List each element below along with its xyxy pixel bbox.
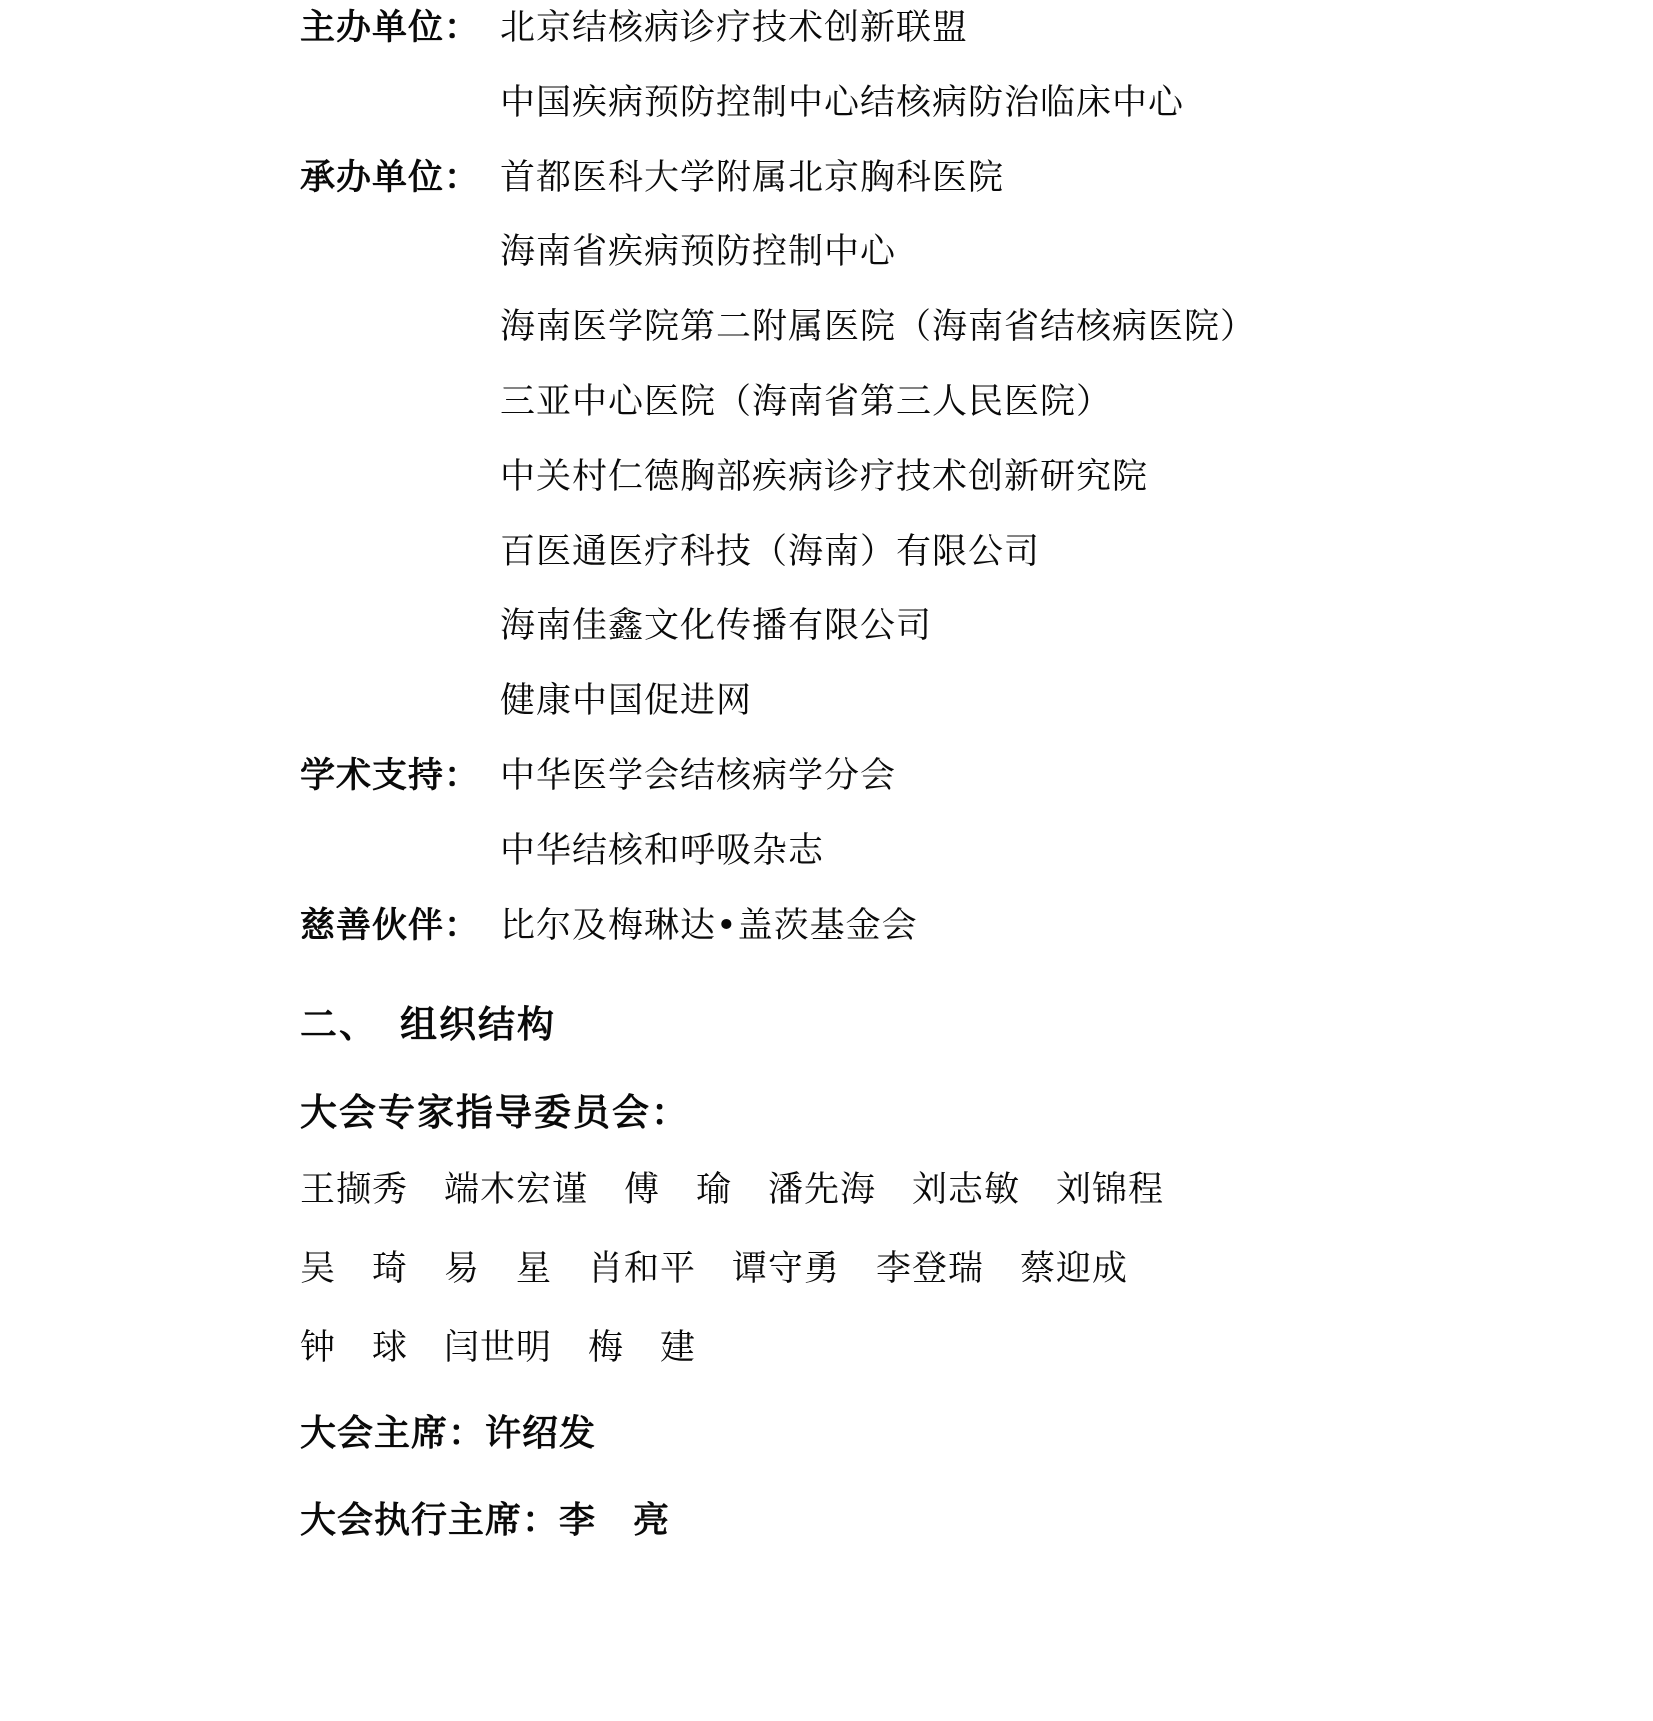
academic-support-label: 学术支持： bbox=[300, 754, 481, 796]
chairman-line: 大会主席：许绍发 bbox=[300, 1411, 597, 1454]
charity-partner-label: 慈善伙伴： bbox=[300, 904, 481, 946]
charity-partner-row bbox=[300, 904, 1533, 949]
co-organizers-row bbox=[300, 156, 1533, 201]
charity-partner-value: 比尔及梅琳达•盖茨基金会 bbox=[500, 905, 918, 946]
organizers-value-1: 北京结核病诊疗技术创新联盟 bbox=[500, 8, 969, 48]
co-organizers-value-6: 百医通医疗科技（海南）有限公司 bbox=[500, 531, 1041, 572]
co-organizers-value-3: 海南医学院第二附属医院（海南省结核病医院） bbox=[500, 307, 1257, 348]
co-organizers-value-7: 海南佳鑫文化传播有限公司 bbox=[500, 606, 933, 647]
academic-support-value-2: 中华结核和呼吸杂志 bbox=[500, 830, 825, 871]
committee-heading: 大会专家指导委员会： bbox=[300, 1090, 690, 1135]
committee-names-row-2: 吴 琦 易 星 肖和平 谭守勇 李登瑞 蔡迎成 bbox=[300, 1249, 1129, 1290]
co-organizers-value-2: 海南省疾病预防控制中心 bbox=[500, 232, 897, 273]
academic-support-value-1: 中华医学会结核病学分会 bbox=[500, 755, 897, 796]
organizers-value-2: 中国疾病预防控制中心结核病防治临床中心 bbox=[500, 82, 1185, 123]
section-title-text: 组织结构 bbox=[400, 1002, 556, 1047]
co-organizers-value-4: 三亚中心医院（海南省第三人民医院） bbox=[500, 381, 1113, 422]
co-organizers-value-8: 健康中国促进网 bbox=[500, 681, 753, 722]
section-heading bbox=[300, 994, 1533, 1048]
organizers-label: 主办单位： bbox=[300, 7, 481, 48]
co-organizers-value-5: 中关村仁德胸部疾病诊疗技术创新研究院 bbox=[500, 456, 1149, 497]
co-organizers-value-1: 首都医科大学附属北京胸科医院 bbox=[500, 157, 1005, 198]
section-number: 二、 bbox=[300, 1002, 378, 1047]
executive-chairman-line: 大会执行主席：李 亮 bbox=[300, 1498, 671, 1541]
co-organizers-label: 承办单位： bbox=[300, 156, 481, 198]
committee-names-row-3: 钟 球 闫世明 梅 建 bbox=[300, 1327, 697, 1368]
organizers-row bbox=[300, 6, 1533, 51]
committee-names-row-1: 王撷秀 端木宏谨 傅 瑜 潘先海 刘志敏 刘锦程 bbox=[300, 1170, 1165, 1211]
academic-support-row bbox=[300, 754, 1533, 799]
